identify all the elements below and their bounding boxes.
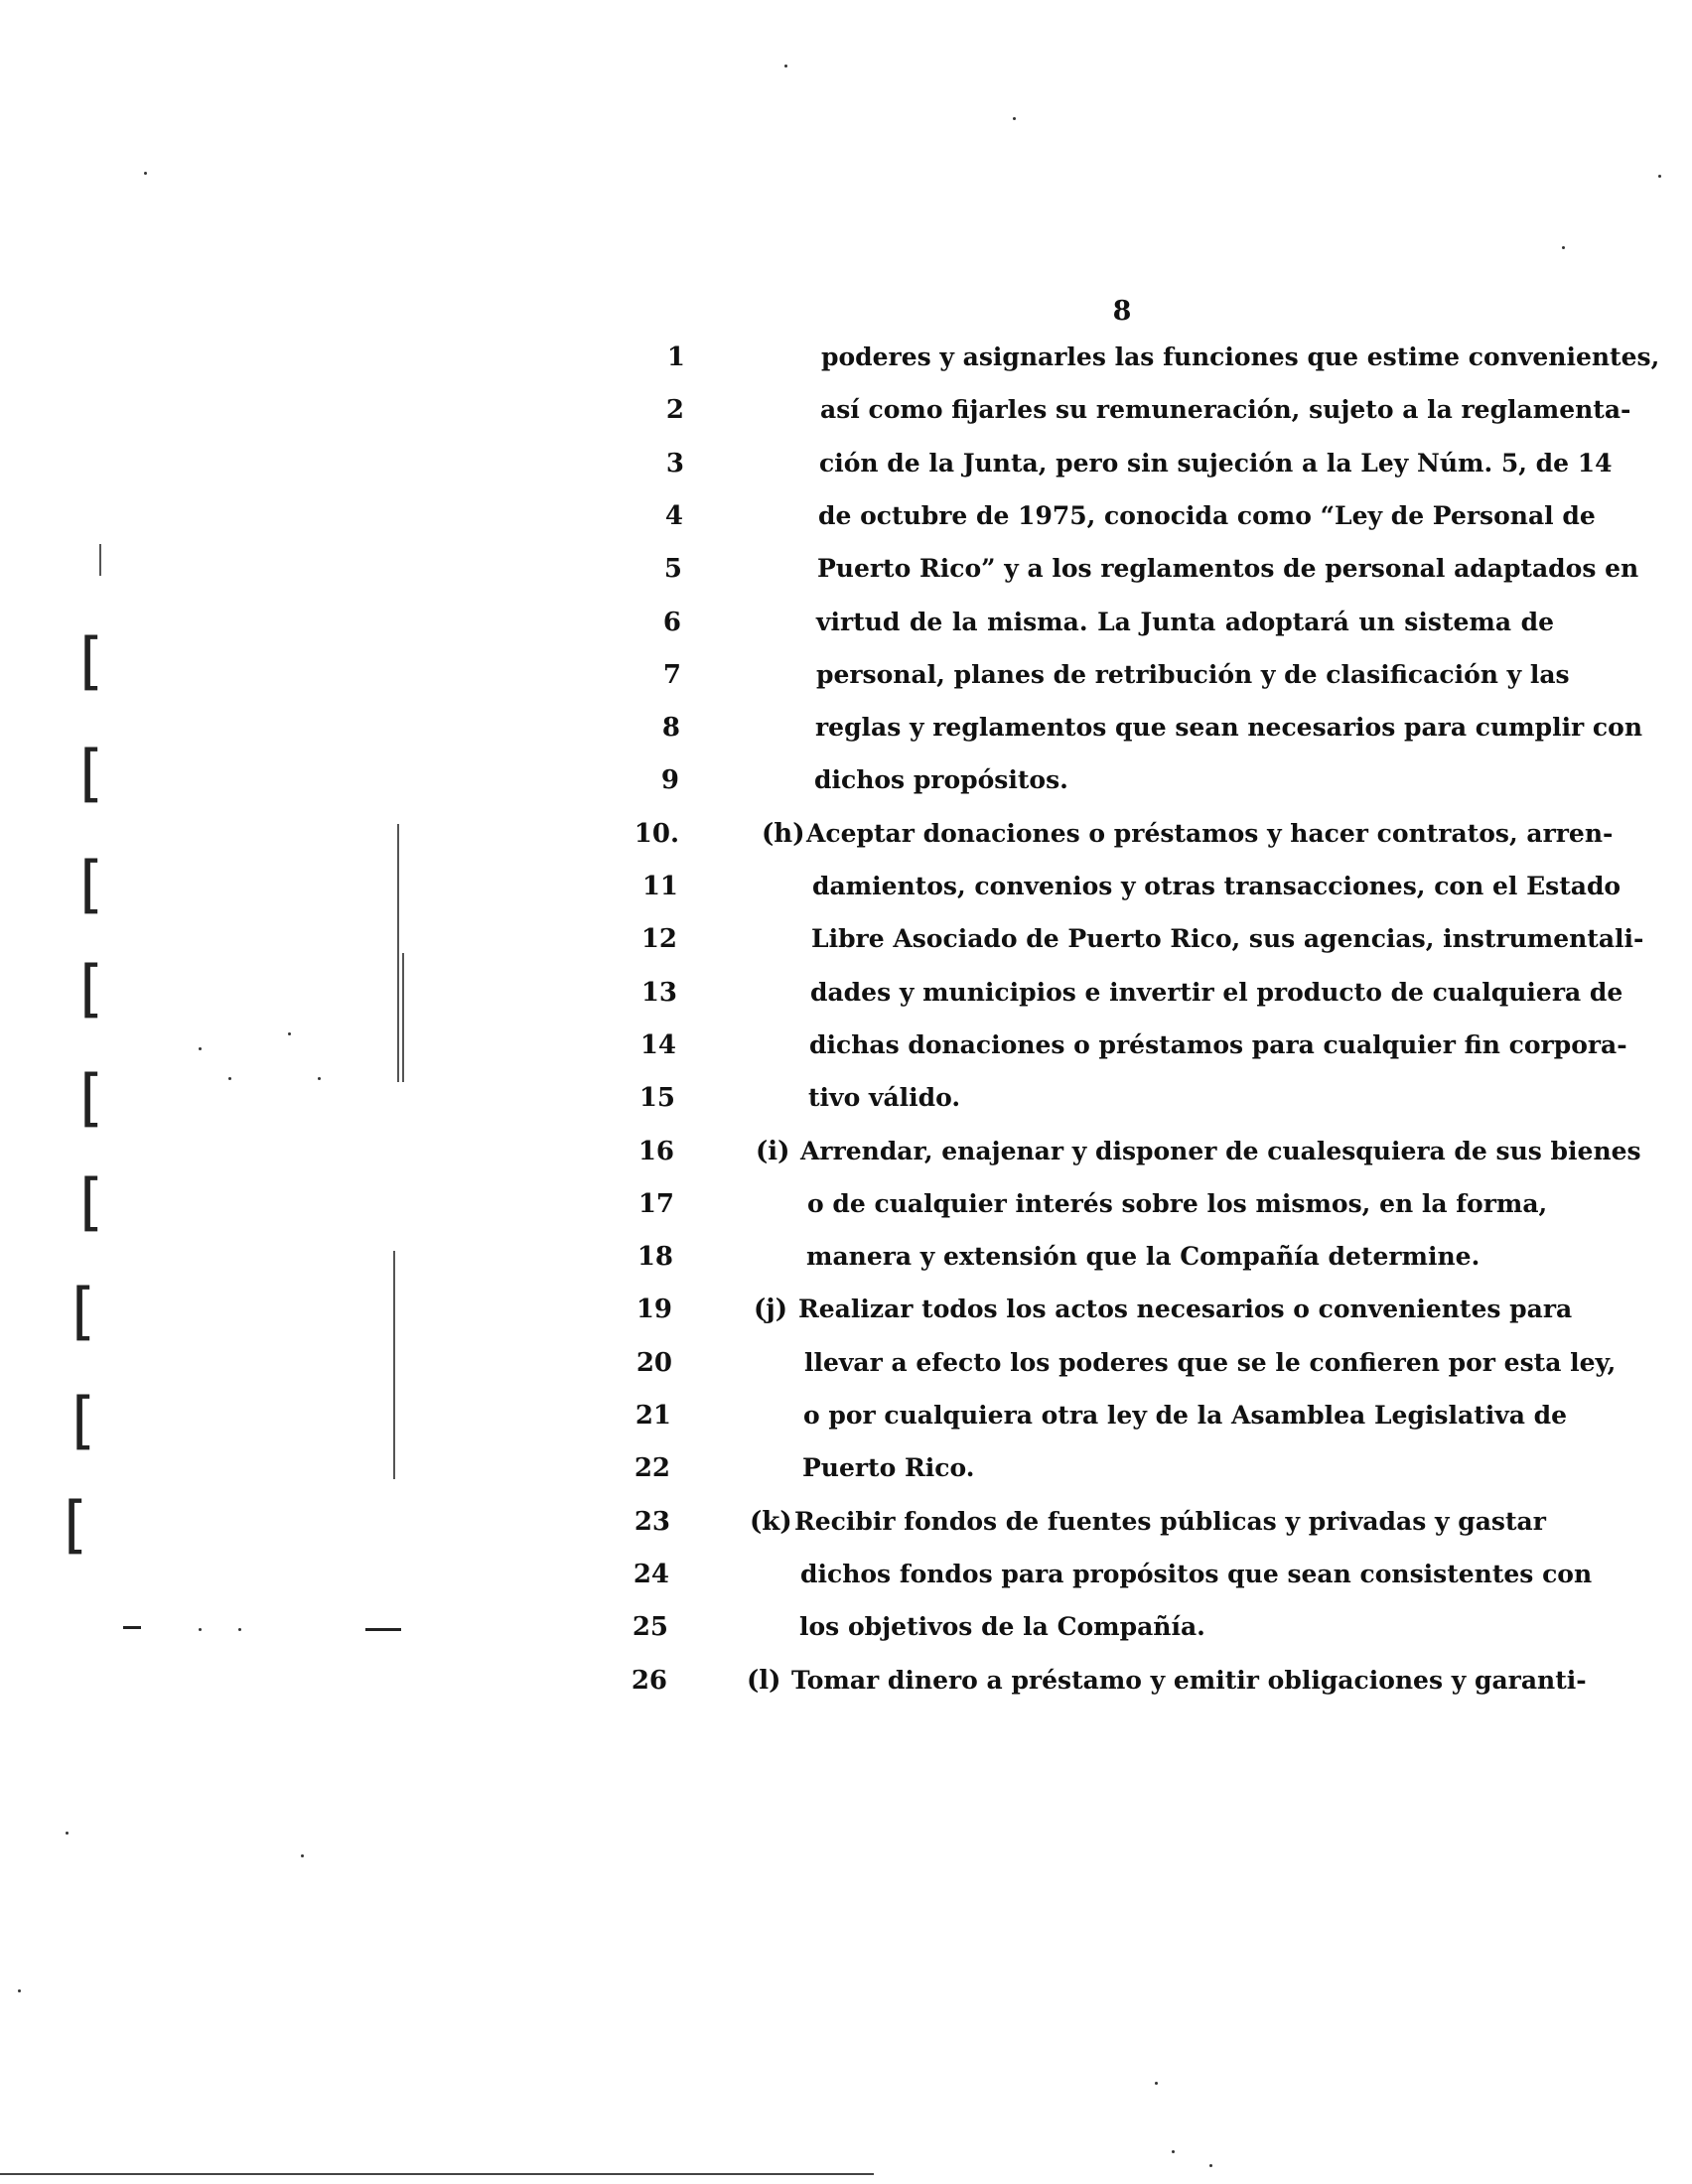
line-number: 12 [640,924,677,954]
scan-mark [402,953,404,1082]
margin-bracket: [ [79,624,104,697]
line-text: ción de la Junta, pero sin sujeción a la Ley Núm. 5, de 14 [819,449,1613,478]
numbered-line [0,1132,1692,1171]
line-text: Aceptar donaciones o préstamos y hacer contratos, arren- [806,819,1614,848]
numbered-line [0,1290,1692,1329]
line-text: dades y municipios e invertir el producto de cualquiera de [810,978,1623,1007]
line-text: llevar a efecto los poderes que se le confieren por esta ley, [804,1348,1617,1377]
scan-mark [199,1047,202,1050]
line-number: 22 [634,1453,670,1483]
scan-mark [1658,175,1661,178]
line-number: 26 [631,1666,667,1696]
numbered-line [0,444,1692,483]
numbered-line [0,1661,1692,1701]
line-number: 3 [665,449,684,478]
numbered-line [0,549,1692,589]
line-text: Puerto Rico” y a los reglamentos de personal adaptados en [817,554,1639,583]
line-text: Puerto Rico. [802,1453,975,1482]
line-number: 9 [660,765,679,795]
scan-mark [1562,246,1565,249]
scan-mark [99,544,101,576]
line-number: 18 [636,1242,673,1272]
line-text: Arrendar, enajenar y disponer de cualesquiera de sus bienes [800,1137,1641,1165]
line-number: 19 [635,1295,672,1324]
item-marker: (i) [756,1137,790,1166]
numbered-line [0,1078,1692,1118]
line-number: 1 [666,342,685,372]
line-number: 10. [634,819,679,849]
line-number: 13 [640,978,677,1008]
scan-mark [66,1832,69,1835]
item-marker: (l) [747,1666,781,1696]
line-number: 25 [632,1612,668,1642]
scan-mark [1172,2150,1175,2153]
item-marker: (k) [750,1507,792,1537]
scan-mark [1209,2164,1212,2167]
line-text: tivo válido. [808,1083,961,1112]
numbered-line [0,390,1692,430]
line-text: virtud de la misma. La Junta adoptará un sistema de [816,608,1554,636]
scan-mark [199,1628,202,1631]
scan-mark [144,172,147,175]
page-number: 8 [1112,296,1132,327]
numbered-line [0,1343,1692,1383]
item-marker: (j) [754,1295,788,1324]
numbered-line [0,973,1692,1013]
line-text: así como fijarles su remuneración, sujeto a la reglamenta- [820,395,1631,424]
scan-mark [228,1077,231,1080]
line-text: dichas donaciones o préstamos para cualquier fin corpora- [809,1030,1627,1059]
line-number: 16 [637,1137,674,1166]
footer-rule [0,2173,874,2175]
margin-bracket: [ [71,1275,96,1347]
line-number: 24 [633,1560,669,1589]
line-number: 11 [641,872,678,901]
numbered-line [0,760,1692,800]
line-number: 6 [662,608,681,637]
margin-bracket: [ [64,1488,88,1561]
numbered-line [0,867,1692,906]
scan-mark [393,1251,395,1479]
numbered-line [0,603,1692,642]
numbered-line [0,655,1692,695]
numbered-line [0,1555,1692,1594]
line-text: manera y extensión que la Compañía determine. [806,1242,1480,1271]
scan-mark [123,1626,141,1629]
scan-mark [288,1032,291,1035]
line-number: 5 [663,554,682,584]
line-text: personal, planes de retribución y de clasificación y las [816,660,1570,689]
item-marker: (h) [762,819,805,849]
scan-mark [1013,117,1016,120]
line-text: o por cualquiera otra ley de la Asamblea Legislativa de [803,1401,1568,1430]
line-text: Realizar todos los actos necesarios o convenientes para [798,1295,1573,1323]
numbered-line [0,496,1692,536]
scan-mark [301,1854,304,1857]
line-text: dichos fondos para propósitos que sean consistentes con [800,1560,1593,1588]
numbered-line [0,1025,1692,1065]
line-text: reglas y reglamentos que sean necesarios para cumplir con [815,713,1643,742]
numbered-line [0,1448,1692,1488]
numbered-line [0,919,1692,959]
scan-mark [365,1628,401,1631]
line-text: o de cualquier interés sobre los mismos, en la forma, [807,1189,1548,1218]
line-text: Recibir fondos de fuentes públicas y privadas y gastar [794,1507,1546,1536]
line-text: dichos propósitos. [814,765,1068,794]
line-text: Libre Asociado de Puerto Rico, sus agencias, instrumentali- [811,924,1644,953]
line-number: 8 [661,713,680,743]
line-text: damientos, convenios y otras transacciones, con el Estado [812,872,1622,900]
line-text: de octubre de 1975, conocida como “Ley de Personal de [818,501,1596,530]
scan-mark [397,824,399,1082]
line-text: los objetivos de la Compañía. [799,1612,1205,1641]
margin-bracket: [ [79,1165,104,1238]
line-text: Tomar dinero a préstamo y emitir obligaciones y garanti- [791,1666,1587,1695]
line-number: 2 [665,395,684,425]
line-number: 23 [634,1507,670,1537]
numbered-line [0,1237,1692,1277]
line-number: 14 [639,1030,676,1060]
line-number: 4 [664,501,683,531]
margin-bracket: [ [79,952,104,1024]
line-number: 7 [662,660,681,690]
scan-mark [238,1628,241,1631]
numbered-line [0,1396,1692,1435]
margin-bracket: [ [71,1384,96,1456]
margin-bracket: [ [79,1061,104,1134]
scan-mark [18,1989,21,1992]
line-number: 17 [637,1189,674,1219]
line-number: 20 [635,1348,672,1378]
scan-mark [318,1077,321,1080]
numbered-line [0,1607,1692,1647]
line-text: poderes y asignarles las funciones que estime convenientes, [821,342,1660,371]
scan-mark [1155,2082,1158,2085]
numbered-line [0,814,1692,854]
margin-bracket: [ [79,737,104,809]
line-number: 15 [638,1083,675,1113]
numbered-line [0,708,1692,748]
line-number: 21 [634,1401,671,1431]
scan-mark [784,65,787,68]
numbered-line [0,1184,1692,1224]
numbered-line [0,338,1692,377]
margin-bracket: [ [79,848,104,920]
numbered-line [0,1502,1692,1542]
